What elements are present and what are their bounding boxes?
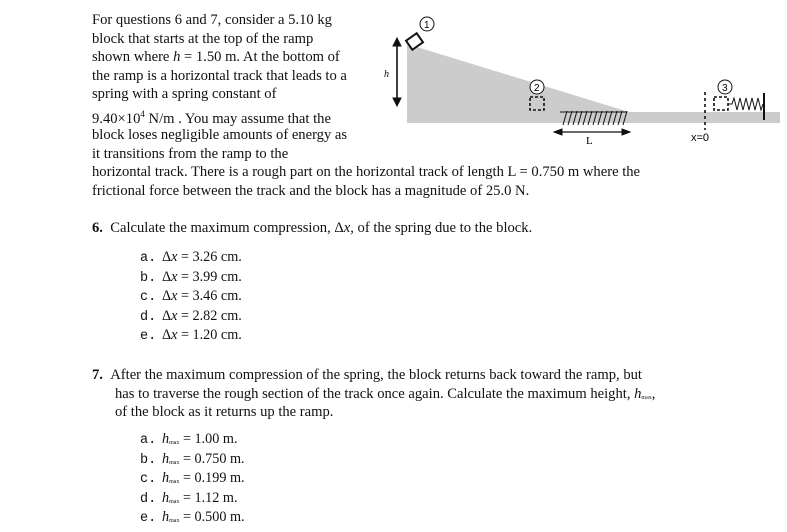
option-value: = 1.00 m.	[179, 431, 238, 447]
question-7-option-d[interactable]	[140, 489, 245, 509]
question-7-number: 7.	[92, 367, 103, 383]
question-6-option-d[interactable]: d. Δx = 2.82 cm.	[140, 307, 242, 327]
intro-line-10: frictional force between the track and the block has a magnitude of 25.0 N.	[92, 182, 530, 199]
option-value: = 3.26 cm.	[177, 249, 242, 265]
option-var: h	[162, 470, 170, 486]
intro-line-4: the ramp is a horizontal track that leads to a	[92, 67, 347, 84]
option-value: = 0.750 m.	[179, 450, 245, 467]
option-letter: b.	[140, 270, 157, 286]
option-var: h	[162, 450, 170, 467]
option-value: = 1.20 cm.	[177, 327, 242, 343]
option-var-sub: max	[169, 440, 180, 446]
question-6-text-b: , of the spring due to the block.	[350, 220, 533, 236]
option-letter: c.	[140, 472, 157, 487]
intro-line-3-text: shown where	[92, 49, 174, 65]
option-letter: d.	[140, 309, 157, 325]
length-label: L	[586, 135, 593, 147]
option-value: = 0.199 m.	[179, 470, 245, 486]
option-letter: d.	[140, 491, 157, 507]
option-var: x	[171, 327, 178, 343]
option-letter: e.	[140, 511, 157, 526]
intro-line-1: For questions 6 and 7, consider a 5.10 kg	[92, 12, 332, 28]
question-6-text-a: Calculate the maximum compression, Δ	[110, 220, 344, 236]
question-7-options	[140, 430, 245, 528]
option-value: = 2.82 cm.	[177, 307, 242, 324]
spring-constant-mantissa: 9.40×10	[92, 110, 141, 127]
option-var-sub: max	[169, 459, 180, 466]
question-6-option-a[interactable]: a. Δx = 3.26 cm.	[140, 248, 242, 268]
question-7-option-c[interactable]	[140, 469, 245, 489]
option-var-sub: max	[169, 498, 180, 505]
intro-line-3	[92, 48, 340, 67]
position-1-label: 1	[424, 20, 430, 31]
intro-line-2: block that starts at the top of the ramp	[92, 30, 314, 47]
intro-line-9: horizontal track. There is a rough part on the horizontal track of length L = 0.750 m where the	[92, 164, 641, 180]
block-position-3	[714, 97, 728, 110]
question-7-option-a[interactable]	[140, 430, 245, 450]
intro-line-7: block loses negligible amounts of energy as	[92, 127, 348, 143]
position-2-label: 2	[534, 83, 540, 94]
option-value: = 3.99 cm.	[177, 268, 242, 285]
position-3-label: 3	[722, 83, 728, 94]
ramp-spring-figure	[380, 8, 780, 158]
option-var: h	[162, 489, 170, 506]
question-7-var: h	[634, 385, 642, 402]
question-6-option-c[interactable]: c. Δx = 3.46 cm.	[140, 287, 242, 307]
option-letter: e.	[140, 329, 157, 344]
option-value: = 0.500 m.	[179, 509, 245, 525]
height-value: = 1.50 m. At the bottom of	[180, 49, 340, 65]
question-6-option-b[interactable]: b. Δx = 3.99 cm.	[140, 268, 242, 288]
intro-line-6-text: N/m . You may assume that the	[148, 110, 331, 127]
option-var: h	[162, 509, 170, 525]
intro-line-5: spring with a spring constant of	[92, 86, 277, 102]
height-symbol: h	[173, 49, 181, 65]
question-6-options	[140, 248, 242, 346]
option-var: x	[171, 288, 178, 304]
question-6	[92, 219, 532, 238]
option-var: x	[171, 268, 178, 285]
origin-label: x=0	[691, 132, 710, 144]
option-var: h	[162, 431, 170, 447]
height-label: h	[384, 69, 389, 80]
question-6-var: x	[343, 220, 351, 236]
spring	[728, 98, 763, 110]
option-letter: b.	[140, 452, 157, 468]
option-var: x	[171, 249, 178, 265]
option-letter: a.	[140, 433, 157, 448]
intro-line-8: it transitions from the ramp to the	[92, 145, 289, 162]
intro-line-6	[92, 105, 331, 128]
question-7-line-1	[92, 366, 642, 385]
question-7-var-sub: max	[641, 394, 652, 401]
question-7-option-b[interactable]	[140, 450, 245, 470]
question-6-option-e[interactable]: e. Δx = 1.20 cm.	[140, 326, 242, 346]
option-value: = 3.46 cm.	[177, 288, 242, 304]
question-6-number: 6.	[92, 220, 103, 236]
option-var-sub: max	[169, 518, 180, 524]
question-7-text-1: After the maximum compression of the spring, the block returns back toward the ramp, but	[110, 367, 642, 383]
option-letter: a.	[140, 251, 157, 266]
question-7-line-3: of the block as it returns up the ramp.	[115, 404, 334, 420]
question-7-text-2: has to traverse the rough section of the track once again. Calculate the maximum height,	[115, 385, 635, 402]
option-value: = 1.12 m.	[179, 489, 238, 506]
spring-constant-exponent: 4	[140, 109, 145, 119]
option-letter: c.	[140, 290, 157, 305]
question-7-text-2b: ,	[651, 385, 656, 402]
option-var: x	[171, 307, 178, 324]
height-arrow	[393, 38, 401, 106]
option-var-sub: max	[169, 479, 180, 485]
